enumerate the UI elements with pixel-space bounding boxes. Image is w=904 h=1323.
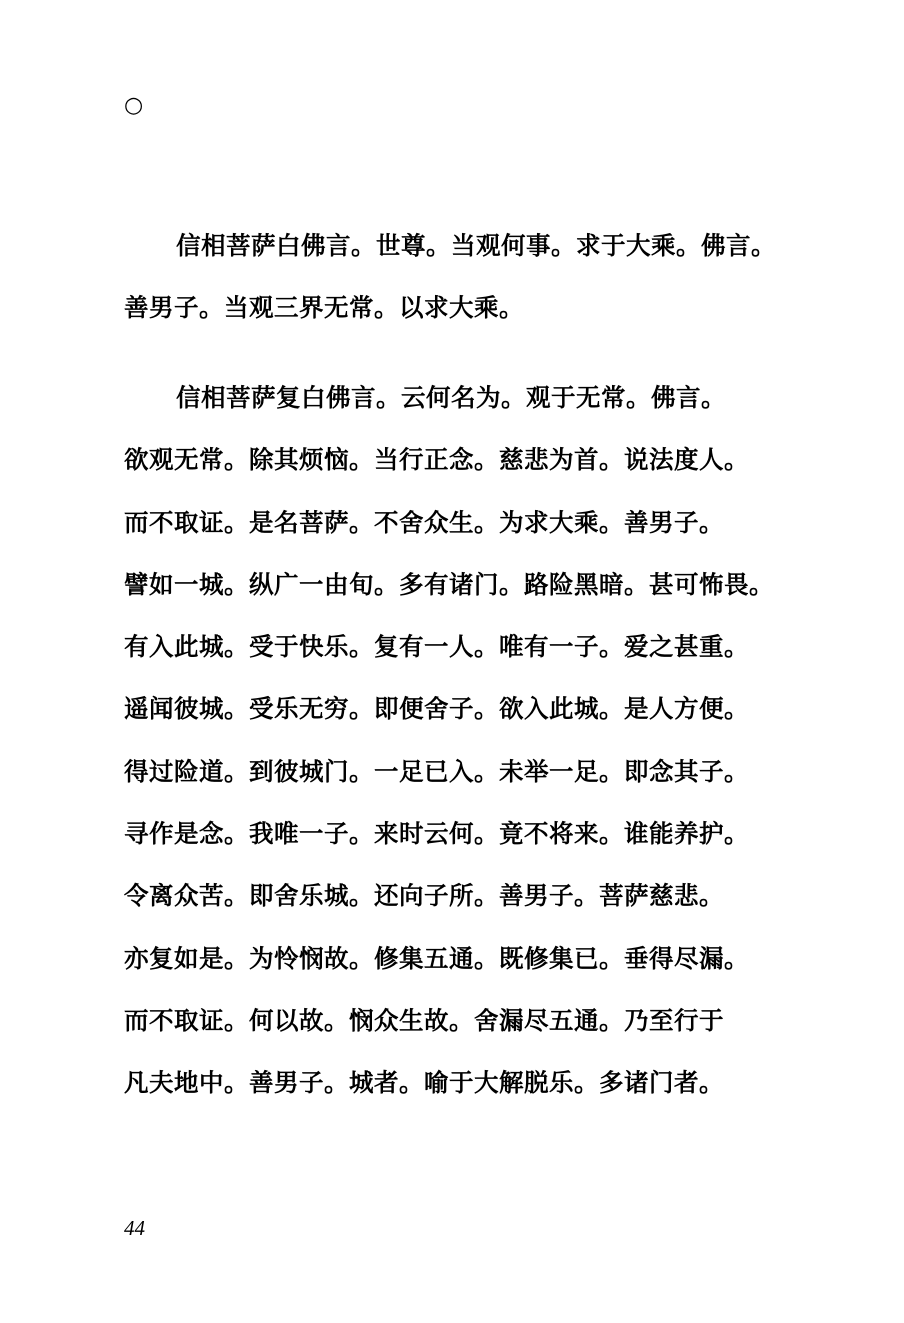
text-line: 令离众苦。即舍乐城。还向子所。善男子。菩萨慈悲。 (124, 881, 724, 911)
leading-punctuation-mark: ○ (124, 93, 144, 118)
text-line: 得过险道。到彼城门。一足已入。未举一足。即念其子。 (124, 756, 749, 786)
text-line: 遥闻彼城。受乐无穷。即便舍子。欲入此城。是人方便。 (124, 694, 749, 724)
text-line: 欲观无常。除其烦恼。当行正念。慈悲为首。说法度人。 (124, 445, 749, 475)
text-line: 寻作是念。我唯一子。来时云何。竟不将来。谁能养护。 (124, 819, 749, 849)
text-line: 善男子。当观三界无常。以求大乘。 (124, 293, 524, 323)
paragraph-2 (124, 376, 774, 1124)
text-line: 凡夫地中。善男子。城者。喻于大解脱乐。多诸门者。 (124, 1068, 724, 1098)
text-line: 譬如一城。纵广一由旬。多有诸门。路险黑暗。甚可怖畏。 (124, 569, 774, 599)
paragraph-1 (124, 224, 776, 349)
text-line: 信相菩萨白佛言。世尊。当观何事。求于大乘。佛言。 (176, 231, 776, 260)
text-line: 而不取证。是名菩萨。不舍众生。为求大乘。善男子。 (124, 507, 724, 537)
page-number: 44 (124, 1216, 145, 1240)
text-line: 信相菩萨复白佛言。云何名为。观于无常。佛言。 (176, 383, 726, 412)
text-line: 有入此城。受于快乐。复有一人。唯有一子。爱之甚重。 (124, 632, 749, 662)
text-line: 亦复如是。为怜悯故。修集五通。既修集已。垂得尽漏。 (124, 943, 749, 973)
text-line: 而不取证。何以故。悯众生故。舍漏尽五通。乃至行于 (124, 1005, 724, 1035)
